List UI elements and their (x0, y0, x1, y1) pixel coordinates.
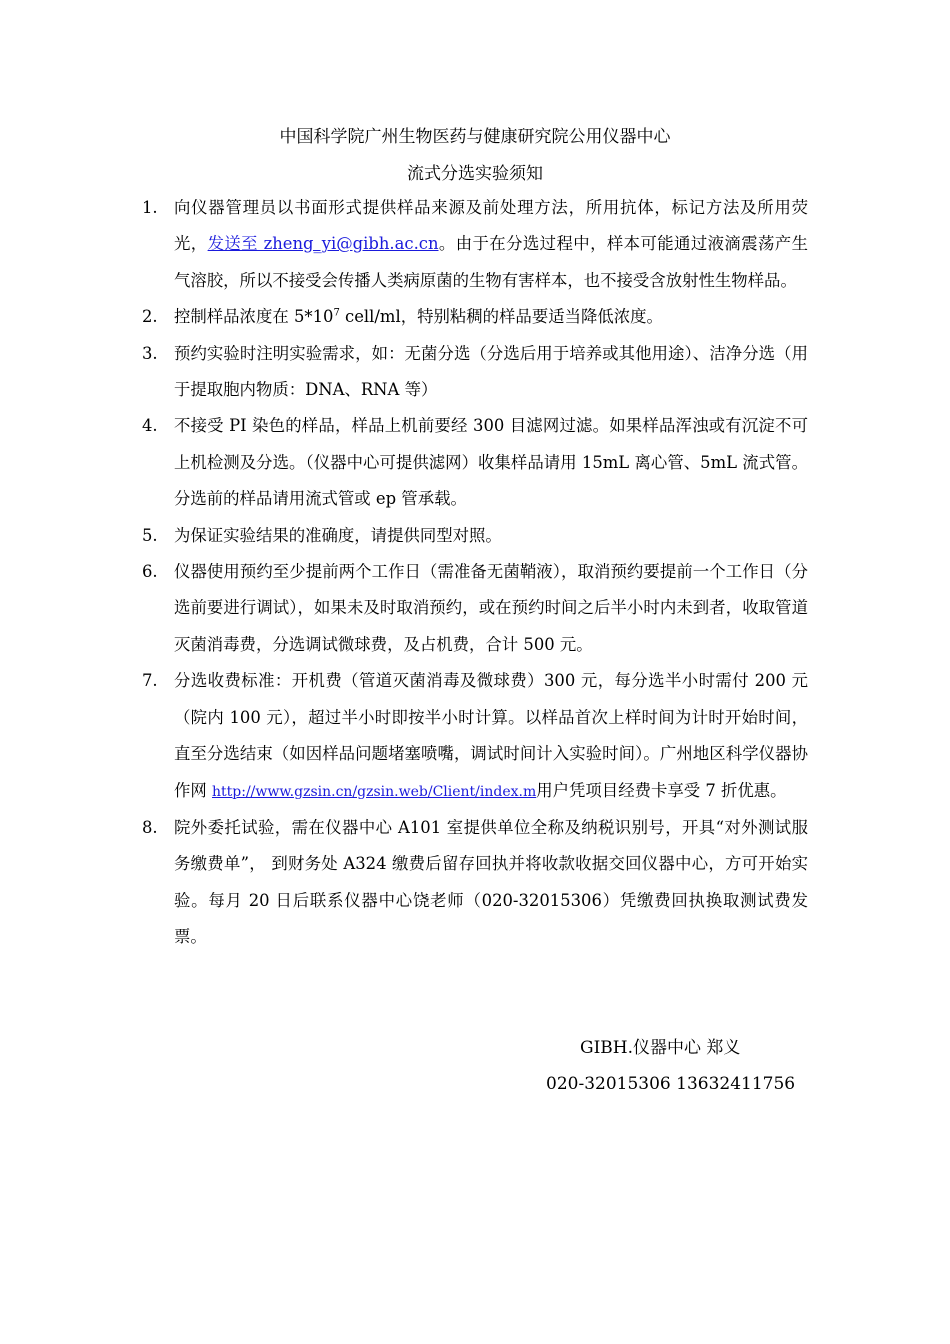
list-item-1 (142, 190, 808, 299)
item-text-part: 分选收费标准：开机费（管道灭菌消毒及微球费）300 元，每分选半小时需付 200 元（院内 100 元），超过半小时即按半小时计算。以样品首次上样时间为计时开始时间，直至分选结束（如因样品问题堵塞喷嘴，调试时间计入实验时间）。广州地区科学仪器协作网 (174, 671, 808, 800)
item-number: 6. (142, 562, 158, 582)
item-text-part: 用户凭项目经费卡享受 7 折优惠。 (536, 780, 787, 800)
document-subtitle: 流式分选实验须知 (407, 164, 543, 184)
item-text: 院外委托试验，需在仪器中心 A101 室提供单位全称及纳税识别号，开具“对外测试服务缴费单”， 到财务处 A324 缴费后留存回执并将收款收据交回仪器中心，方可开始实验。每月 20 日后联系仪器中心饶老师（020-32015306）凭缴费回执换取测试费发票。 (174, 817, 808, 947)
item-text: 预约实验时注明实验需求，如：无菌分选（分选后用于培养或其他用途）、洁净分选（用于提取胞内物质：DNA、RNA 等） (174, 343, 808, 400)
item-text: 为保证实验结果的准确度，请提供同型对照。 (174, 525, 502, 545)
instruction-list (142, 190, 808, 956)
item-text (174, 307, 663, 326)
item-text (174, 671, 808, 799)
email-link[interactable]: 发送至 zheng_yi@gibh.ac.cn (207, 234, 439, 254)
list-item-2 (142, 299, 808, 335)
list-item-5 (142, 518, 808, 554)
item-text: 不接受 PI 染色的样品，样品上机前要经 300 目滤网过滤。如果样品浑浊或有沉淀不可上机检测及分选。（仪器中心可提供滤网）收集样品请用 15mL 离心管、5mL 流式管。分选前的样品请用流式管或 ep 管承载。 (174, 416, 808, 509)
signature-phone: 020-32015306 13632411756 (546, 1074, 796, 1094)
list-item-3 (142, 336, 808, 409)
item-text-part: 向仪器管理员以书面形式提供样品来源及前处理方法，所用抗体，标记方法及所用荧光， (174, 198, 808, 254)
item-number: 7. (142, 671, 158, 691)
item-number: 5. (142, 525, 158, 545)
item-text (174, 198, 808, 290)
list-item-8 (142, 810, 808, 956)
item-text-part: cell/ml，特别粘稠的样品要适当降低浓度。 (339, 307, 663, 327)
item-text-part: 。由于在分选过程中，样本可能通过液滴震荡产生气溶胶，所以不接受会传播人类病原菌的生物有害样本，也不接受含放射性生物样品。 (174, 234, 808, 290)
item-number: 8. (142, 817, 158, 837)
gzsin-link[interactable]: http://www.gzsin.cn/gzsin.web/Client/index.m (212, 783, 537, 800)
signature-name: GIBH.仪器中心 郑义 (580, 1038, 741, 1058)
list-item-6 (142, 554, 808, 663)
item-text-part: 控制样品浓度在 5*10 (174, 307, 334, 327)
item-text: 仪器使用预约至少提前两个工作日（需准备无菌鞘液），取消预约要提前一个工作日（分选前要进行调试），如果未及时取消预约，或在预约时间之后半小时内未到者，收取管道灭菌消毒费，分选调试微球费，及占机费，合计 500 元。 (174, 562, 808, 654)
exponent: 7 (333, 307, 340, 319)
list-item-7 (142, 663, 808, 810)
item-number: 3. (142, 343, 158, 363)
document-title: 中国科学院广州生物医药与健康研究院公用仪器中心 (279, 127, 671, 147)
item-number: 2. (142, 307, 158, 327)
item-number: 1. (142, 198, 158, 217)
item-number: 4. (142, 416, 158, 436)
list-item-4 (142, 408, 808, 517)
